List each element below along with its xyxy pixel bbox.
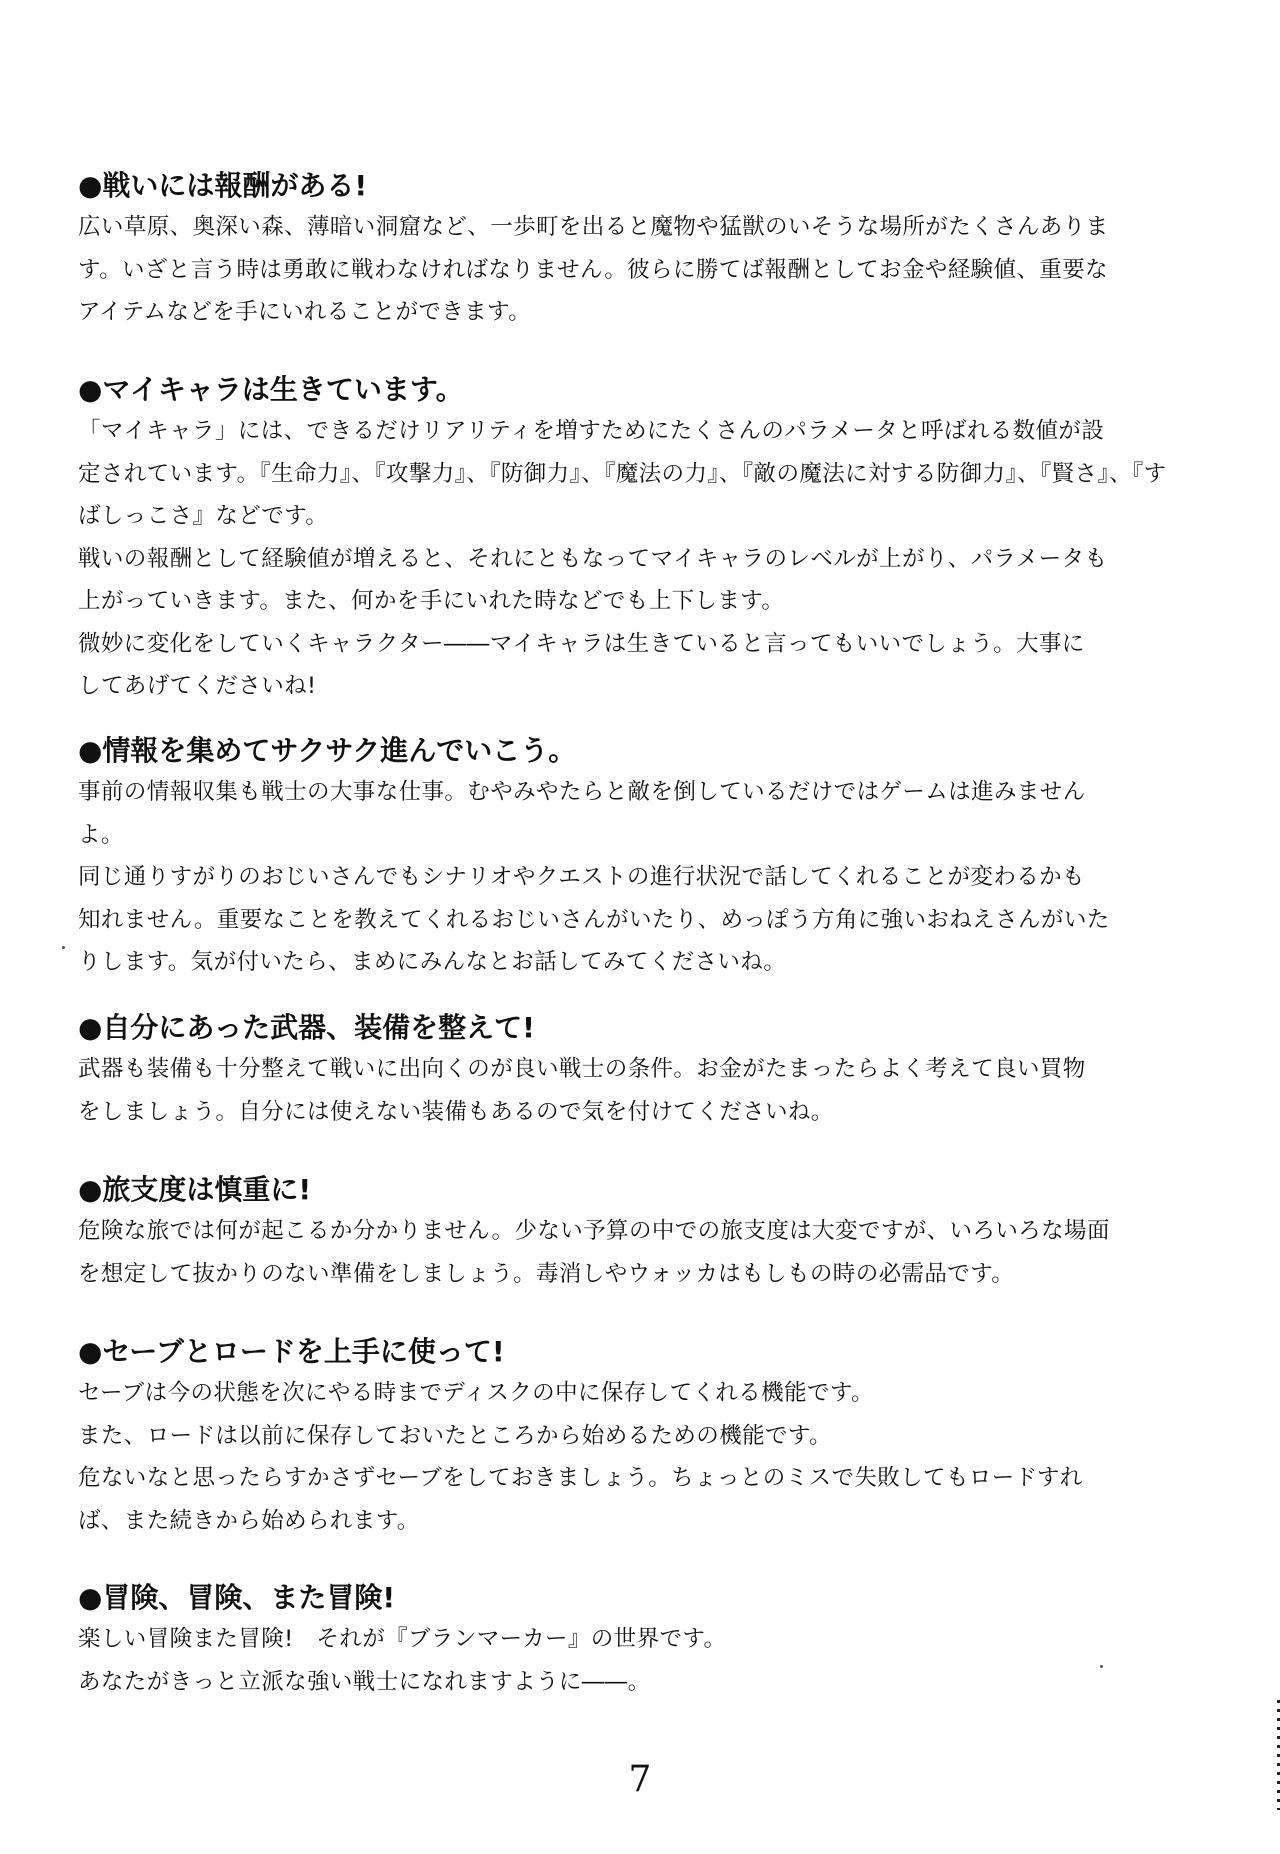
section-heading: ●情報を集めてサクサク進んでいこう。 bbox=[78, 734, 577, 767]
body-line: セーブは今の状態を次にやる時までディスクの中に保存してくれる機能です。 bbox=[78, 1380, 874, 1406]
body-line: また、ロードは以前に保存しておいたところから始めるための機能です。 bbox=[78, 1422, 832, 1449]
body-line: 同じ通りすがりのおじいさんでもシナリオやクエストの進行状況で話してくれることが変わるかも bbox=[78, 864, 1085, 890]
body-line: 戦いの報酬として経験値が増えると、それにともなってマイキャラのレベルが上がり、パラメータも bbox=[78, 545, 1108, 572]
section-save-load bbox=[78, 1332, 1218, 1542]
body-line: をしましょう。自分には使えない装備もあるので気を付けてくださいね。 bbox=[78, 1098, 834, 1125]
body-line: アイテムなどを手にいれることができます。 bbox=[78, 299, 532, 325]
body-line: を想定して抜かりのない準備をしましょう。毒消しやウォッカはもしもの時の必需品です。 bbox=[78, 1260, 1015, 1287]
body-line: 危険な旅では何が起こるか分かりません。少ない予算の中での旅支度は大変ですが、いろいろな場面 bbox=[78, 1218, 1110, 1244]
scan-speck bbox=[62, 946, 65, 949]
section-heading: ●自分にあった武器、装備を整えて! bbox=[78, 1011, 535, 1044]
section-my-character bbox=[78, 370, 1218, 708]
body-line: してあげてくださいね! bbox=[78, 673, 317, 699]
section-body bbox=[78, 771, 1218, 984]
body-line: ばしっこさ』などです。 bbox=[78, 503, 329, 529]
body-line: 微妙に変化をしていくキャラクター――マイキャラは生きていると言ってもいいでしょう。大事に bbox=[78, 630, 1085, 657]
section-gather-info bbox=[78, 731, 1218, 984]
section-battle-rewards bbox=[78, 166, 1218, 334]
section-heading: ●マイキャラは生きています。 bbox=[78, 373, 464, 406]
body-line: 知れません。重要なことを教えてくれるおじいさんがいたり、めっぽう方角に強いおねえさんがいた bbox=[78, 906, 1110, 933]
scan-speck bbox=[1100, 1665, 1103, 1668]
body-line: 事前の情報収集も戦士の大事な仕事。むやみやたらと敵を倒しているだけではゲームは進みません bbox=[78, 779, 1086, 805]
body-line: 楽しい冒険また冒険! それが『ブランマーカー』の世界です。 bbox=[78, 1626, 727, 1652]
body-line: よ。 bbox=[78, 821, 124, 848]
section-body bbox=[78, 1372, 1218, 1542]
section-heading: ●冒険、冒険、また冒険! bbox=[78, 1581, 396, 1614]
section-body bbox=[78, 1048, 1218, 1133]
body-line: 上がっていきます。また、何かを手にいれた時などでも上下します。 bbox=[78, 588, 785, 614]
body-line: 「マイキャラ」には、できるだけリアリティを増すためにたくさんのパラメータと呼ばれる数値が設 bbox=[78, 418, 1105, 444]
body-line: す。いざと言う時は勇敢に戦わなければなりません。彼らに勝てば報酬としてお金や経験値、重要な bbox=[78, 256, 1109, 283]
body-line: あなたがきっと立派な強い戦士になれますように――。 bbox=[78, 1668, 651, 1695]
body-line: 広い草原、奥深い森、薄暗い洞窟など、一歩町を出ると魔物や猛獣のいそうな場所がたくさんありま bbox=[78, 214, 1109, 240]
section-weapons-equipment bbox=[78, 1008, 1218, 1133]
body-line: 武器も装備も十分整えて戦いに出向くのが良い戦士の条件。お金がたまったらよく考えて良い買物 bbox=[78, 1056, 1086, 1082]
section-body bbox=[78, 410, 1218, 708]
section-heading: ●戦いには報酬がある! bbox=[78, 169, 368, 202]
page-number: 7 bbox=[628, 1759, 652, 1800]
section-body bbox=[78, 1618, 1218, 1703]
section-body bbox=[78, 206, 1218, 334]
section-heading: ●セーブとロードを上手に使って! bbox=[78, 1335, 505, 1368]
section-adventure bbox=[78, 1578, 1218, 1703]
body-line: 危ないなと思ったらすかさずセーブをしておきましょう。ちょっとのミスで失敗してもロードすれ bbox=[78, 1465, 1083, 1491]
section-heading: ●旅支度は慎重に! bbox=[78, 1173, 312, 1206]
section-body bbox=[78, 1210, 1218, 1295]
section-travel-preparation bbox=[78, 1170, 1218, 1295]
body-line: ば、また続きから始められます。 bbox=[78, 1507, 420, 1534]
body-line: 定されています。『生命力』、『攻撃力』、『防御力』、『魔法の力』、『敵の魔法に対する防御力』、『賢さ』、『す bbox=[78, 460, 1167, 487]
body-line: りします。気が付いたら、まめにみんなとお話してみてくださいね。 bbox=[78, 949, 787, 975]
